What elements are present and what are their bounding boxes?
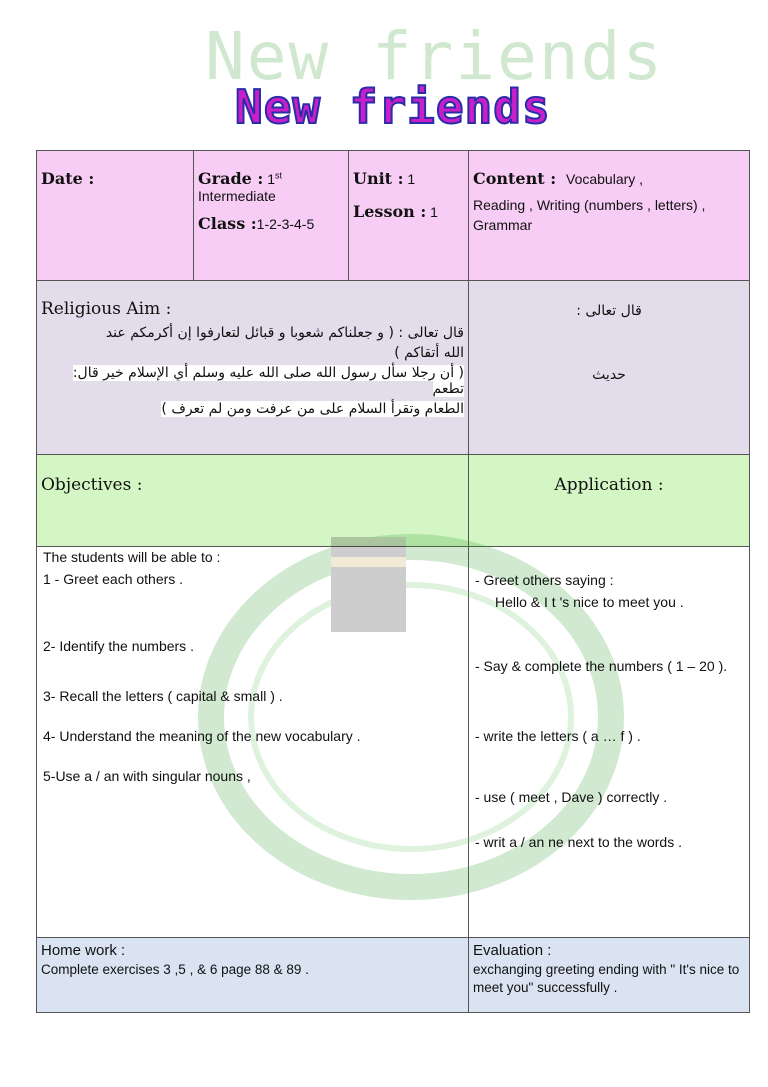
lesson-plan-table xyxy=(36,150,750,1013)
grade-value: 1 xyxy=(267,171,275,187)
grade-cell xyxy=(194,151,349,281)
application-cell xyxy=(469,547,750,938)
homework-value: Complete exercises 3 ,5 , & 6 page 88 & 89 . xyxy=(41,962,309,977)
ayah-line-2: الله أتقاكم ) xyxy=(394,345,464,361)
application-item: - write the letters ( a … f ) . xyxy=(475,728,641,744)
evaluation-value: exchanging greeting ending with " It's nice to meet you" successfully . xyxy=(473,962,740,996)
unit-label: Unit : xyxy=(353,169,404,188)
grade-level: Intermediate xyxy=(198,188,276,204)
objective-item: 2- Identify the numbers . xyxy=(43,638,194,654)
objectives-heading: Objectives : xyxy=(41,475,143,495)
application-heading: Application : xyxy=(554,475,664,495)
application-item: - use ( meet , Dave ) correctly . xyxy=(475,789,668,805)
application-item: - Greet others saying : xyxy=(475,572,614,588)
objectives-intro: The students will be able to : xyxy=(43,549,221,565)
content-label: Content : xyxy=(473,169,557,188)
objectives-cell xyxy=(37,547,469,938)
content-value-1: Vocabulary , xyxy=(566,171,644,187)
application-item: Hello & I t 's nice to meet you . xyxy=(495,594,684,610)
footer-row xyxy=(37,938,750,1013)
objective-item: 4- Understand the meaning of the new vocabulary . xyxy=(43,728,361,744)
lesson-value: 1 xyxy=(430,204,438,220)
homework-cell xyxy=(37,938,469,1013)
application-item: - Say & complete the numbers ( 1 – 20 ). xyxy=(475,658,728,674)
hadith-line-2: الطعام وتقرأ السلام على من عرفت ومن لم تعرف ) xyxy=(161,401,464,417)
grade-sup: st xyxy=(275,170,283,181)
content-cell xyxy=(469,151,750,281)
religious-label: Religious Aim : xyxy=(41,299,172,319)
objective-item: 3- Recall the letters ( capital & small ) . xyxy=(43,688,283,704)
religious-left-cell xyxy=(37,281,469,455)
objectives-row xyxy=(37,547,750,938)
unit-cell xyxy=(349,151,469,281)
title-watermark: New friends xyxy=(205,18,665,95)
evaluation-cell xyxy=(469,938,750,1013)
objective-item: 1 - Greet each others . xyxy=(43,571,184,587)
lesson-label: Lesson : xyxy=(353,202,427,221)
date-cell xyxy=(37,151,194,281)
application-item: - writ a / an ne next to the words . xyxy=(475,834,682,850)
header-row xyxy=(37,151,750,281)
homework-label: Home work : xyxy=(41,942,126,959)
date-label: Date : xyxy=(41,169,95,188)
right-hadith-label: حديث xyxy=(592,367,626,383)
objective-item: 5-Use a / an with singular nouns , xyxy=(43,768,251,784)
class-label: Class : xyxy=(198,214,257,233)
ayah-line-1: قال تعالى : ( و جعلناكم شعوبا و قبائل لتعارفوا إن أكرمكم عند xyxy=(105,325,464,341)
content-value-2: Reading , Writing (numbers , letters) , Grammar xyxy=(473,197,706,233)
page-title: New friends xyxy=(235,80,551,134)
hadith-line-1: ( أن رجلا سأل رسول الله صلى الله عليه وسلم أي الإسلام خير قال: تطعم xyxy=(72,365,464,397)
class-value: 1-2-3-4-5 xyxy=(256,216,315,232)
evaluation-label: Evaluation : xyxy=(473,942,552,959)
grade-label: Grade : xyxy=(198,169,264,188)
unit-value: 1 xyxy=(407,171,416,187)
religious-row xyxy=(37,281,750,455)
religious-right-cell xyxy=(469,281,750,455)
right-ayah-label: قال تعالى : xyxy=(576,303,642,319)
